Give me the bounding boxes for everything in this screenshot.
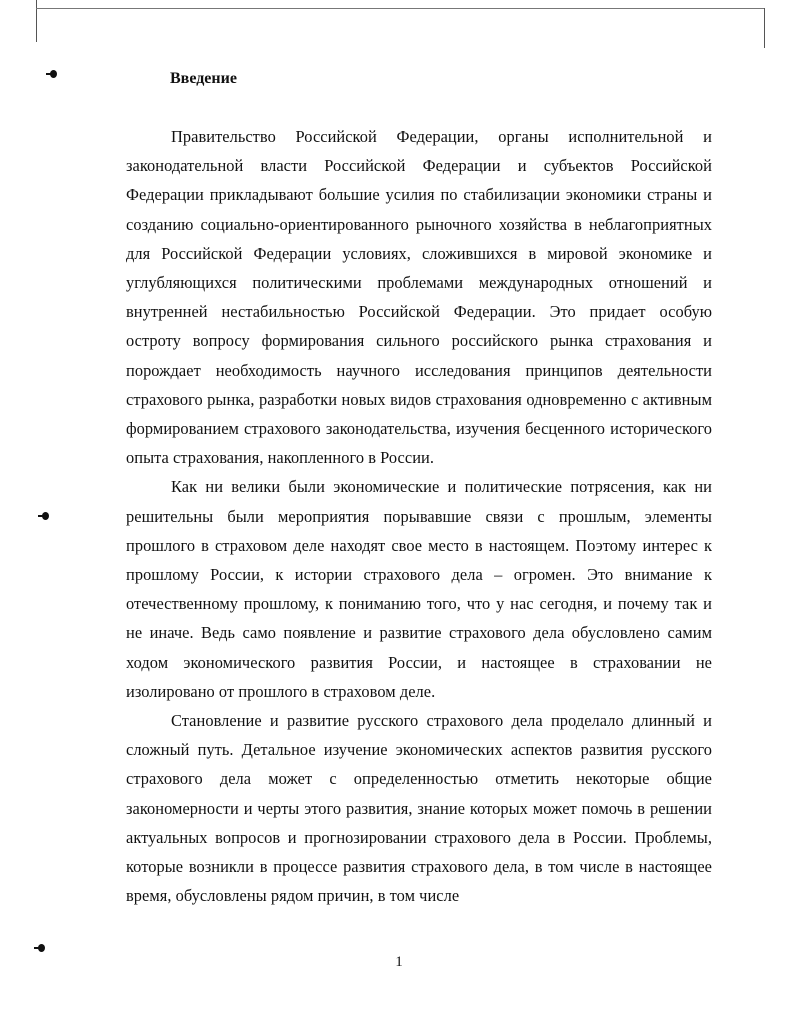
paragraph: Становление и развитие русского страхового дела проделало длинный и сложный путь. Детальное изучение экономических аспектов развития русского страхового дела может с определенностью отметить некоторые общие закономерности и черты этого развития, знание которых может помочь в решении актуальных вопросов и прогнозировании страхового дела в России. Проблемы, которые возникли в процессе развития страхового дела, в том числе в настоящее время, обусловлены рядом причин, в том числе xyxy=(126,711,712,906)
binder-hole-mark xyxy=(38,944,45,952)
scan-edge-right xyxy=(764,8,765,48)
scan-edge-top xyxy=(36,8,764,9)
binder-hole-mark xyxy=(50,70,57,78)
paragraph: Правительство Российской Федерации, органы исполнительной и законодательной власти Российской Федерации и субъектов Российской Федерации прикладывают большие усилия по стабилизации экономики страны и созданию социально-ориентированного рыночного хозяйства в неблагоприятных для Российской Федерации условиях, сложившихся в мировой экономике и углубляющихся политическими проблемами международных отношений и внутренней нестабильностью Российской Федерации. Это придает особую остроту вопросу формирования сильного российского рынка страхования и порождает необходимость научного исследования принципов деятельности страхового рынка, разработки новых видов страхования одновременно с активным формированием страхового законодательства, изучения бесценного исторического опыта страхования, накопленного в России. xyxy=(126,127,712,468)
scan-edge-left xyxy=(36,0,37,42)
body-text xyxy=(126,122,712,910)
page-number: 1 xyxy=(395,954,403,970)
section-heading: Введение xyxy=(170,70,237,87)
binder-hole-mark xyxy=(42,512,49,520)
paragraph: Как ни велики были экономические и политические потрясения, как ни решительны были мероприятия порывавшие связи с прошлым, элементы прошлого в страховом деле находят свое место в настоящем. Поэтому интерес к прошлому России, к истории страхового дела – огромен. Это внимание к отечественному прошлому, к пониманию того, что у нас сегодня, и почему так и не иначе. Ведь само появление и развитие страхового дела обусловлено самим ходом экономического развития России, и настоящее в страховании не изолировано от прошлого в страховом деле. xyxy=(126,477,712,701)
